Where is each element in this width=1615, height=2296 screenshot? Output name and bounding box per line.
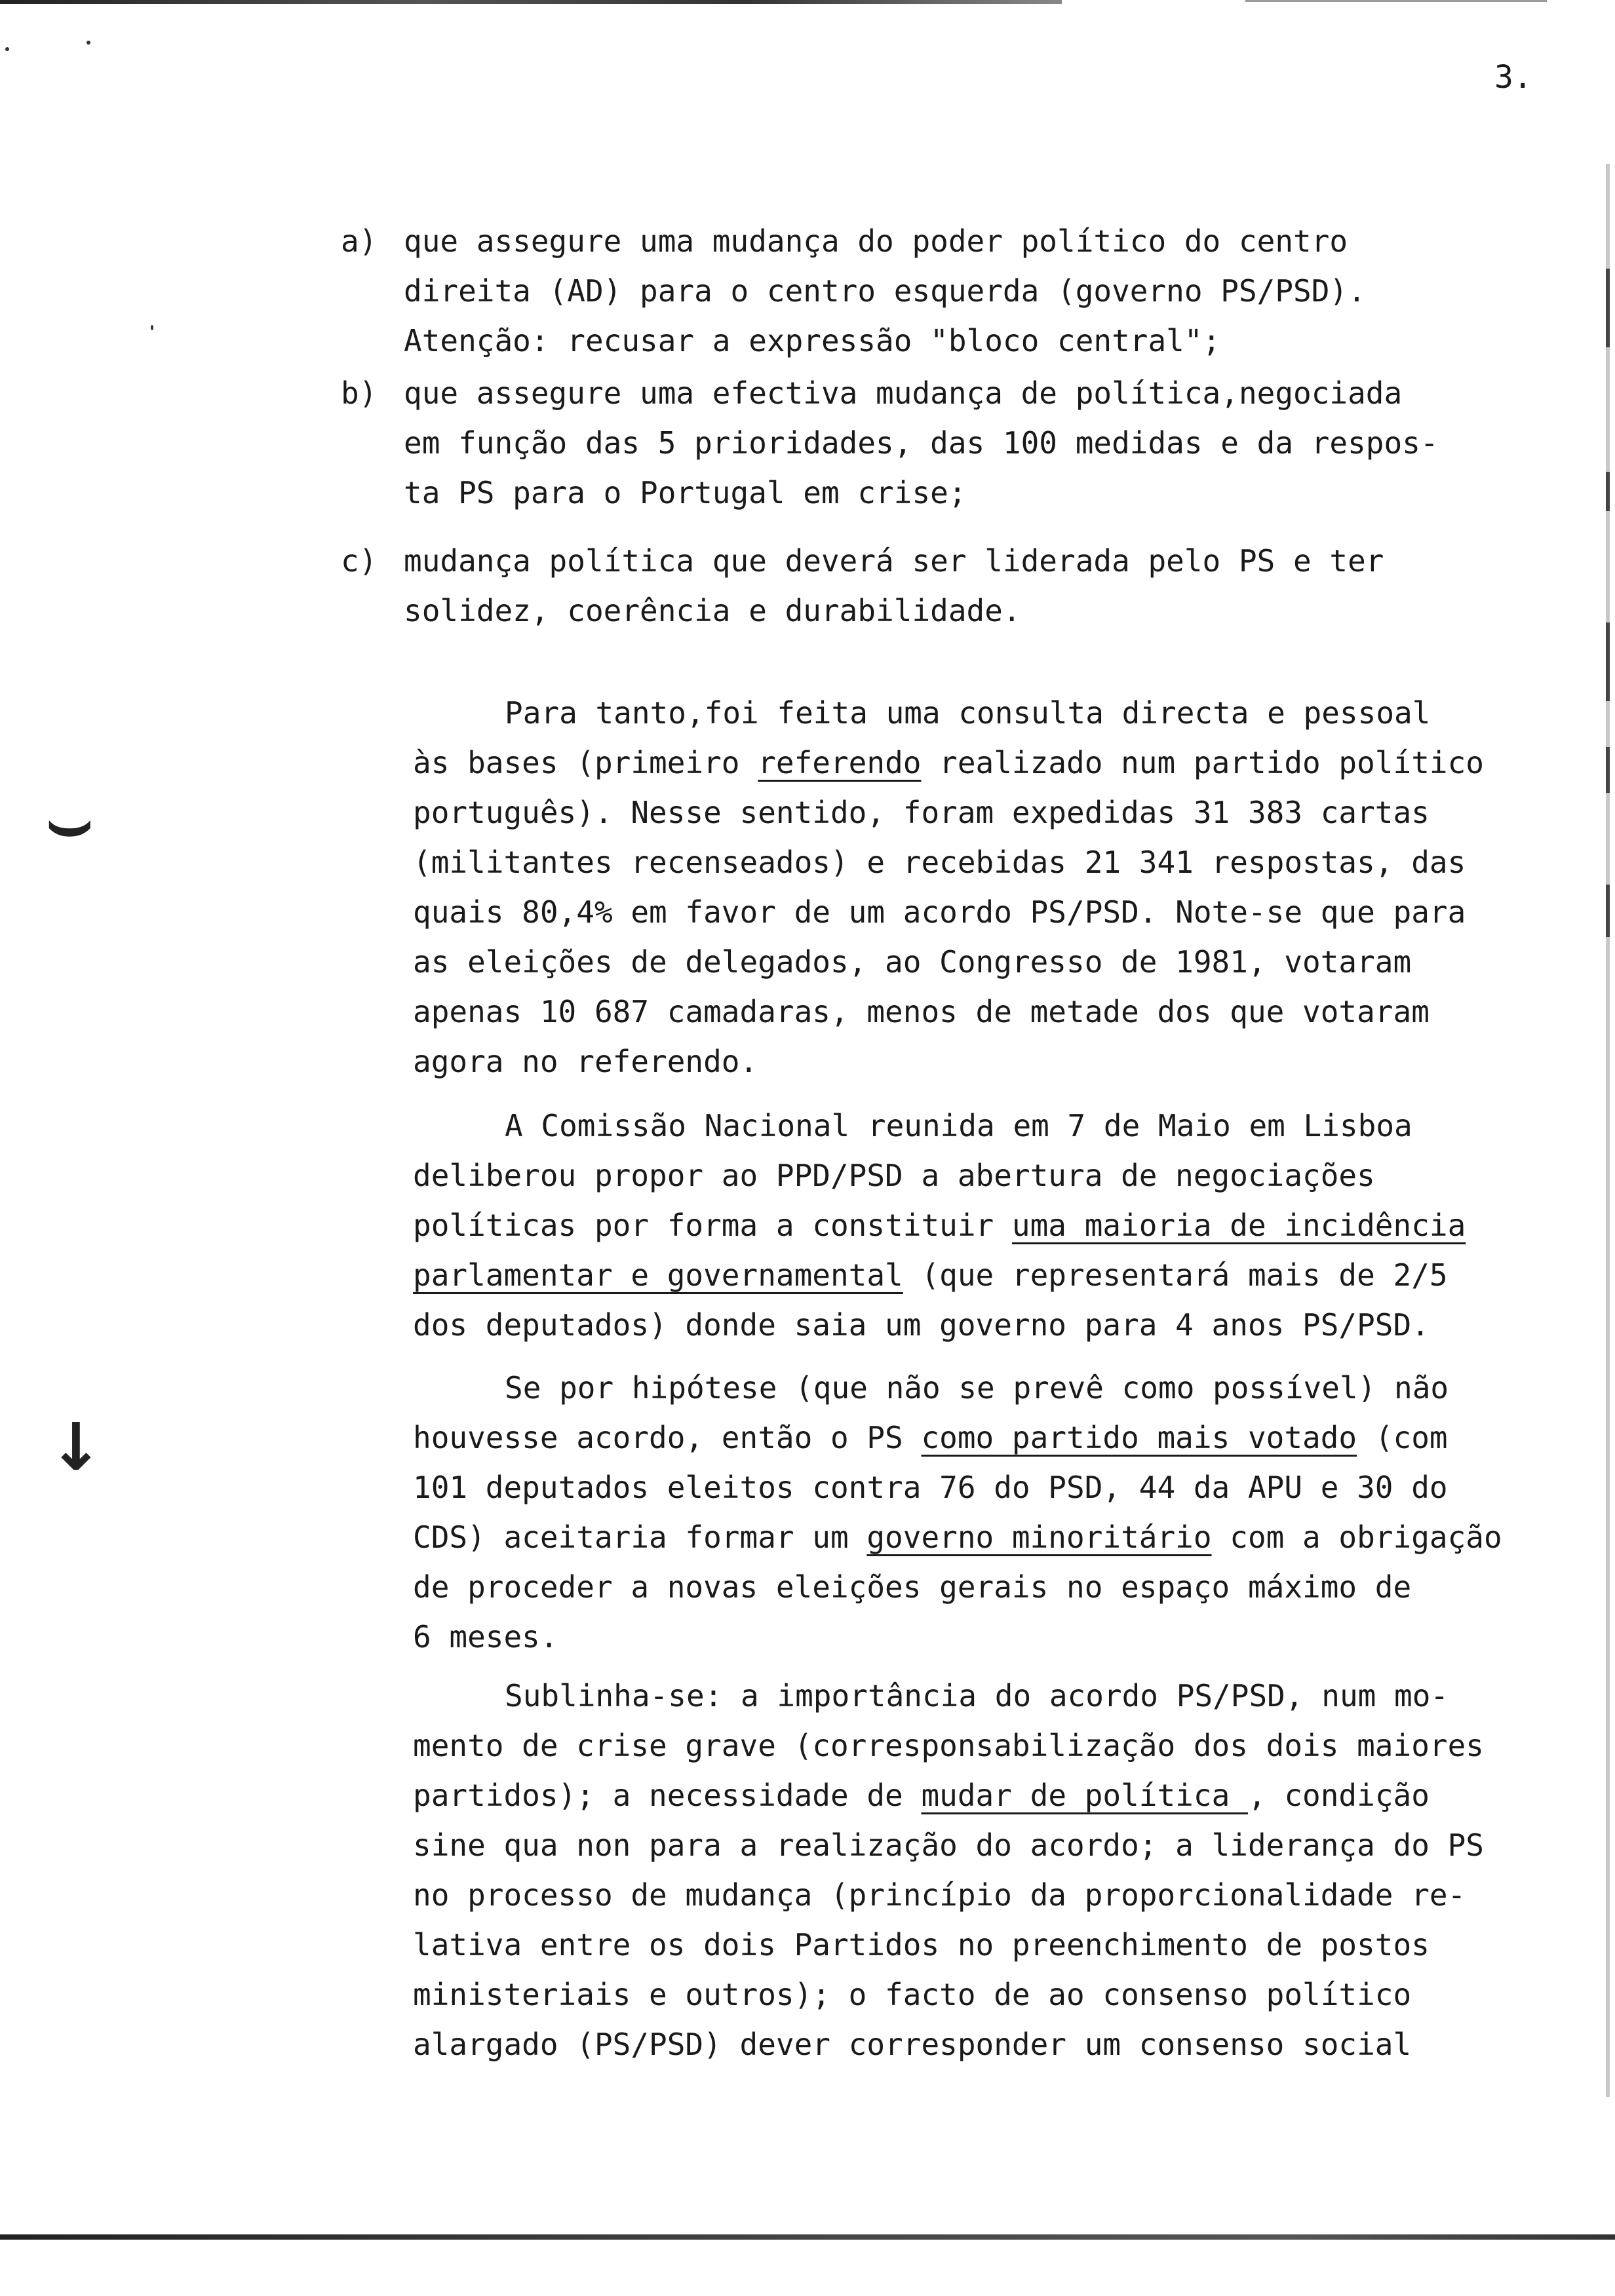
- paragraph: [413, 1101, 1606, 1350]
- text-run: agora no referendo.: [413, 1044, 758, 1079]
- list-item-text: [404, 368, 1518, 518]
- text-run: 101 deputados eleitos contra 76 do PSD, 44 da APU e 30 do: [413, 1470, 1448, 1505]
- text-line: [413, 1562, 1606, 1612]
- text-run: realizado num partido político: [921, 745, 1484, 780]
- text-run: português). Nesse sentido, foram expedidas 31 383 cartas: [413, 795, 1430, 830]
- text-run: alargado (PS/PSD) dever corresponder um consenso social: [413, 2027, 1412, 2062]
- text-line: [413, 1512, 1606, 1562]
- text-line: solidez, coerência e durabilidade.: [404, 593, 1021, 628]
- text-run: no processo de mudança (princípio da proporcionalidade re-: [413, 1877, 1466, 1913]
- punch-hole-mark-upper: ⌣: [46, 780, 94, 864]
- text-line: [413, 688, 1606, 738]
- text-line: direita (AD) para o centro esquerda (governo PS/PSD).: [404, 273, 1366, 309]
- text-run: lativa entre os dois Partidos no preenchimento de postos: [413, 1927, 1430, 1962]
- underlined-phrase: referendo: [758, 745, 922, 780]
- underlined-phrase: parlamentar e governamental: [413, 1257, 903, 1293]
- text-run: 6 meses.: [413, 1619, 558, 1655]
- scan-speck: [87, 41, 90, 45]
- text-line: [413, 1300, 1606, 1350]
- punch-hole-mark-lower: ↓: [49, 1409, 104, 1485]
- text-run: (com: [1357, 1420, 1448, 1455]
- text-line: que assegure uma mudança do poder político do centro: [404, 223, 1348, 259]
- text-line: [413, 1671, 1606, 1721]
- scan-edge-top: [0, 0, 1062, 4]
- text-run: houvesse acordo, então o PS: [413, 1420, 922, 1455]
- text-line: [413, 1250, 1606, 1300]
- page-number: 3.: [1494, 59, 1532, 96]
- text-run: Para tanto,foi feita uma consulta directa e pessoal: [505, 695, 1431, 731]
- text-run: com a obrigação: [1211, 1520, 1502, 1555]
- text-line: [413, 1151, 1606, 1200]
- text-run: (que representará mais de 2/5: [903, 1257, 1448, 1293]
- text-run: partidos); a necessidade de: [413, 1778, 922, 1813]
- paragraph: [413, 1363, 1606, 1662]
- text-line: [413, 987, 1606, 1037]
- text-run: dos deputados) donde saia um governo para 4 anos PS/PSD.: [413, 1307, 1430, 1343]
- text-line: ta PS para o Portugal em crise;: [404, 475, 967, 510]
- text-run: CDS) aceitaria formar um: [413, 1520, 867, 1555]
- text-line: [413, 1870, 1606, 1920]
- text-run: ministeriais e outros); o facto de ao consenso político: [413, 1977, 1412, 2012]
- text-line: em função das 5 prioridades, das 100 medidas e da respos-: [404, 425, 1439, 461]
- text-line: [413, 1721, 1606, 1770]
- text-run: Sublinha-se: a importância do acordo PS/PSD, num mo-: [505, 1678, 1449, 1713]
- text-run: políticas por forma a constituir: [413, 1208, 1012, 1243]
- text-line: [413, 788, 1606, 837]
- underlined-phrase: mudar de política: [921, 1778, 1248, 1813]
- scan-edge-bottom: [0, 2234, 1615, 2240]
- text-run: Se por hipótese (que não se prevê como possível) não: [505, 1370, 1449, 1406]
- underlined-phrase: governo minoritário: [866, 1520, 1212, 1555]
- text-run: deliberou propor ao PPD/PSD a abertura de negociações: [413, 1158, 1375, 1193]
- text-run: A Comissão Nacional reunida em 7 de Maio em Lisboa: [505, 1108, 1412, 1143]
- list-item-text: [404, 536, 1518, 636]
- text-line: que assegure uma efectiva mudança de política,negociada: [404, 375, 1403, 411]
- list-marker: c): [341, 543, 378, 579]
- scan-edge-right: [1606, 164, 1610, 2097]
- text-line: [413, 887, 1606, 937]
- text-run: mento de crise grave (corresponsabilização dos dois maiores: [413, 1728, 1484, 1763]
- text-line: [413, 2019, 1606, 2069]
- text-line: Atenção: recusar a expressão "bloco central";: [404, 323, 1221, 358]
- text-run: (militantes recenseados) e recebidas 21 341 respostas, das: [413, 845, 1466, 880]
- text-line: [413, 1612, 1606, 1662]
- underlined-phrase: uma maioria de incidência: [1011, 1208, 1466, 1243]
- scan-speck: [151, 325, 153, 330]
- text-line: [413, 837, 1606, 887]
- text-line: [413, 1200, 1606, 1250]
- list-marker: a): [341, 223, 378, 259]
- scan-edge-top-right: [1245, 0, 1547, 2]
- text-run: sine qua non para a realização do acordo; a liderança do PS: [413, 1827, 1484, 1863]
- text-line: [413, 1413, 1606, 1463]
- text-line: [413, 1970, 1606, 2019]
- text-run: , condição: [1247, 1778, 1430, 1813]
- text-run: quais 80,4% em favor de um acordo PS/PSD. Note-se que para: [413, 894, 1466, 930]
- list-item-text: [404, 216, 1518, 366]
- paragraph: [413, 688, 1606, 1086]
- text-line: [413, 1101, 1606, 1151]
- scan-speck: [5, 47, 9, 51]
- text-line: mudança política que deverá ser liderada pelo PS e ter: [404, 543, 1384, 579]
- text-line: [413, 1037, 1606, 1086]
- text-run: de proceder a novas eleições gerais no espaço máximo de: [413, 1569, 1412, 1605]
- text-run: apenas 10 687 camadaras, menos de metade dos que votaram: [413, 994, 1430, 1029]
- text-line: [413, 1820, 1606, 1870]
- text-line: [413, 1920, 1606, 1970]
- paragraph: [413, 1671, 1606, 2069]
- text-line: [413, 1363, 1606, 1413]
- text-line: [413, 1770, 1606, 1820]
- text-line: [413, 937, 1606, 987]
- underlined-phrase: como partido mais votado: [921, 1420, 1357, 1455]
- text-run: às bases (primeiro: [413, 745, 758, 780]
- list-marker: b): [341, 375, 378, 411]
- text-line: [413, 738, 1606, 788]
- text-line: [413, 1463, 1606, 1512]
- text-run: as eleições de delegados, ao Congresso de 1981, votaram: [413, 944, 1412, 980]
